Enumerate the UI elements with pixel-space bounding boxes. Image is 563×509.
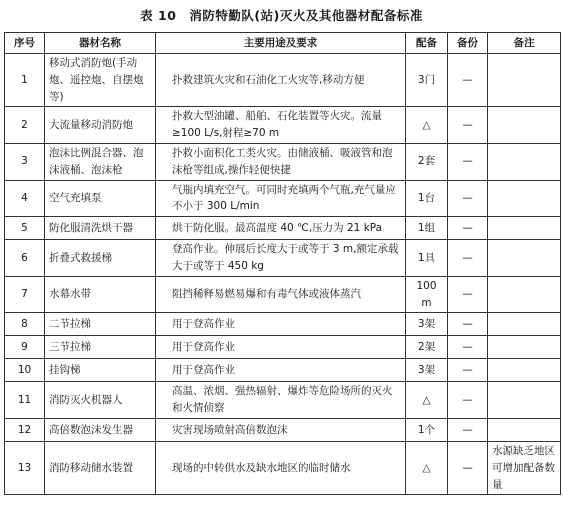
cell-qty: 1个 — [406, 418, 448, 441]
cell-qty: 2套 — [406, 143, 448, 180]
cell-name: 挂钩梯 — [45, 359, 156, 382]
cell-use: 高温、浓烟、强热辐射、爆炸等危险场所的灭火和火情侦察 — [156, 382, 406, 419]
cell-qty: 3架 — [406, 359, 448, 382]
cell-backup: — — [448, 418, 488, 441]
cell-name: 消防灭火机器人 — [45, 382, 156, 419]
cell-qty: 100 m — [406, 276, 448, 313]
cell-backup: — — [448, 382, 488, 419]
header-no: 序号 — [5, 33, 45, 54]
cell-backup: — — [448, 217, 488, 240]
cell-no: 5 — [5, 217, 45, 240]
cell-backup: — — [448, 143, 488, 180]
cell-backup: — — [448, 276, 488, 313]
cell-qty: △ — [406, 107, 448, 144]
cell-qty: △ — [406, 441, 448, 494]
cell-use: 用于登高作业 — [156, 336, 406, 359]
cell-qty: 1组 — [406, 217, 448, 240]
cell-name: 移动式消防炮(手动炮、遥控炮、自摆炮等) — [45, 54, 156, 107]
table-row — [5, 276, 561, 313]
header-backup: 备份 — [448, 33, 488, 54]
cell-backup: — — [448, 180, 488, 217]
cell-no: 10 — [5, 359, 45, 382]
header-qty: 配备 — [406, 33, 448, 54]
header-name: 器材名称 — [45, 33, 156, 54]
cell-no: 12 — [5, 418, 45, 441]
table-row — [5, 143, 561, 180]
cell-note — [488, 107, 561, 144]
cell-use: 灾害现场喷射高倍数泡沫 — [156, 418, 406, 441]
cell-qty: △ — [406, 382, 448, 419]
cell-use: 扑救建筑火灾和石油化工火灾等,移动方便 — [156, 54, 406, 107]
cell-name: 水幕水带 — [45, 276, 156, 313]
cell-backup: — — [448, 54, 488, 107]
cell-note — [488, 418, 561, 441]
equipment-standard-table — [4, 32, 561, 495]
cell-use: 用于登高作业 — [156, 359, 406, 382]
cell-no: 13 — [5, 441, 45, 494]
cell-backup: — — [448, 336, 488, 359]
cell-backup: — — [448, 107, 488, 144]
cell-note — [488, 313, 561, 336]
cell-note — [488, 359, 561, 382]
cell-use: 扑救小面积化工类火灾。由储液桶、吸液管和泡沫枪等组成,操作轻便快捷 — [156, 143, 406, 180]
cell-backup: — — [448, 441, 488, 494]
table-title: 表 10 消防特勤队(站)灭火及其他器材配备标准 — [140, 8, 423, 23]
table-row — [5, 441, 561, 494]
cell-note — [488, 54, 561, 107]
cell-use: 现场的中转供水及缺水地区的临时储水 — [156, 441, 406, 494]
header-use: 主要用途及要求 — [156, 33, 406, 54]
cell-note — [488, 336, 561, 359]
cell-note — [488, 143, 561, 180]
cell-name: 大流量移动消防炮 — [45, 107, 156, 144]
cell-note: 水源缺乏地区可增加配备数量 — [488, 441, 561, 494]
table-row — [5, 382, 561, 419]
table-row — [5, 180, 561, 217]
cell-name: 三节拉梯 — [45, 336, 156, 359]
cell-name: 折叠式救援梯 — [45, 240, 156, 277]
table-header-row — [5, 33, 561, 54]
cell-qty: 2架 — [406, 336, 448, 359]
cell-note — [488, 180, 561, 217]
cell-backup: — — [448, 240, 488, 277]
cell-no: 9 — [5, 336, 45, 359]
cell-no: 4 — [5, 180, 45, 217]
cell-note — [488, 276, 561, 313]
cell-use: 气瓶内填充空气。可同时充填两个气瓶,充气量应不小于 300 L/min — [156, 180, 406, 217]
cell-no: 11 — [5, 382, 45, 419]
cell-use: 登高作业。伸展后长度大于或等于 3 m,额定承载大于或等于 450 kg — [156, 240, 406, 277]
table-row — [5, 54, 561, 107]
cell-qty: 1台 — [406, 180, 448, 217]
cell-name: 防化服清洗烘干器 — [45, 217, 156, 240]
cell-use: 烘干防化服。最高温度 40 ℃,压力为 21 kPa — [156, 217, 406, 240]
cell-backup: — — [448, 359, 488, 382]
header-note: 备注 — [488, 33, 561, 54]
table-row — [5, 217, 561, 240]
cell-note — [488, 217, 561, 240]
table-row — [5, 107, 561, 144]
cell-qty: 1具 — [406, 240, 448, 277]
table-row — [5, 418, 561, 441]
cell-note — [488, 240, 561, 277]
table-row — [5, 313, 561, 336]
cell-name: 泡沫比例混合器、泡沫液桶、泡沫枪 — [45, 143, 156, 180]
cell-name: 二节拉梯 — [45, 313, 156, 336]
cell-backup: — — [448, 313, 488, 336]
cell-qty: 3门 — [406, 54, 448, 107]
cell-no: 2 — [5, 107, 45, 144]
cell-name: 空气充填泵 — [45, 180, 156, 217]
cell-qty: 3架 — [406, 313, 448, 336]
cell-no: 8 — [5, 313, 45, 336]
cell-no: 6 — [5, 240, 45, 277]
table-row — [5, 336, 561, 359]
cell-note — [488, 382, 561, 419]
cell-name: 消防移动储水装置 — [45, 441, 156, 494]
cell-name: 高倍数泡沫发生器 — [45, 418, 156, 441]
cell-no: 3 — [5, 143, 45, 180]
cell-no: 1 — [5, 54, 45, 107]
table-row — [5, 359, 561, 382]
cell-use: 用于登高作业 — [156, 313, 406, 336]
cell-use: 阻挡稀释易燃易爆和有毒气体或液体蒸汽 — [156, 276, 406, 313]
cell-use: 扑救大型油罐、船舶、石化装置等火灾。流量≥100 L/s,射程≥70 m — [156, 107, 406, 144]
table-row — [5, 240, 561, 277]
cell-no: 7 — [5, 276, 45, 313]
